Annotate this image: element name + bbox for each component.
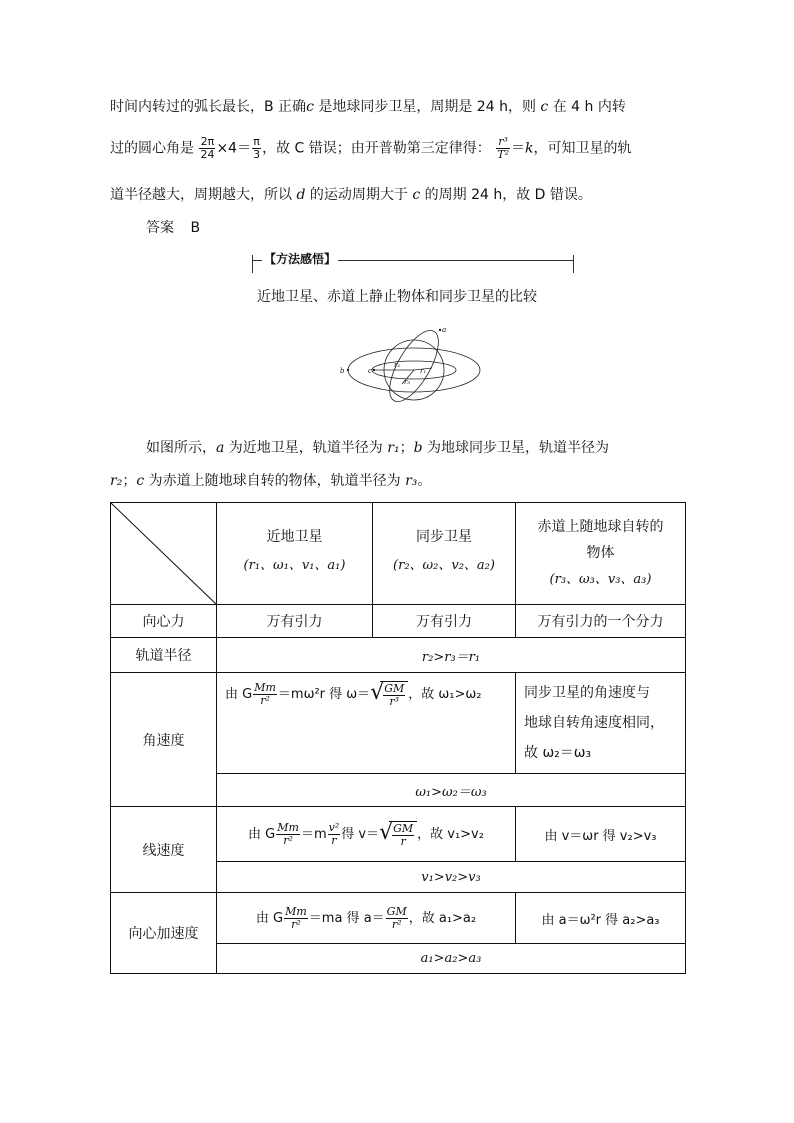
diagonal-line [111,503,217,605]
method-tag: 【方法感悟】 [264,252,337,266]
orbit-a-ellipse [380,323,448,408]
row-label-acceleration: 向心加速度 [111,893,217,974]
paragraph-line-1: 时间内转过的弧长最长，B 正确c 是地球同步卫星，周期是 24 h，则 c 在 4 h 内转 [110,99,626,115]
table-row-force: 向心力 万有引力 万有引力 万有引力的一个分力 [111,605,686,638]
table-row-velocity-summary: v₁>v₂>v₃ [111,862,686,893]
label-c: c [368,367,372,375]
paragraph2-line-2: r₂；c 为赤道上随地球自转的物体，轨道半径为 r₃。 [110,473,432,489]
diagonal-corner-cell [111,503,217,605]
row-label-radius: 轨道半径 [111,638,217,673]
velocity-derivation: 由 G $\frac{Mm}{\text{r²}}$ ＝m $\frac{\text{v²}}{r}$ 得 v＝ √ $\frac{GM}{r}$ ，故 v₁>v₂ [217,807,516,862]
fraction-pi-3: $\frac{\pi}{3}$ [253,135,261,161]
comparison-table [110,502,686,974]
velocity-note: 由 v＝ωr 得 v₂>v₃ [516,807,686,862]
table-row-acceleration-summary: a₁>a₂>a₃ [111,944,686,974]
col-header-equator-object: 赤道上随地球自转的 物体 (r₃、ω₃、v₃、a₃) [516,503,686,605]
paragraph-line-3: 道半径越大，周期越大，所以 d 的运动周期大于 c 的周期 24 h，故 D 错误。 [110,187,592,203]
paragraph2-line-1: 如图所示，a 为近地卫星，轨道半径为 r₁；b 为地球同步卫星，轨道半径为 [146,440,609,456]
object-c-dot [373,369,375,371]
col-header-sync: 同步卫星 (r₂、ω₂、v₂、a₂) [373,503,516,605]
table-row-omega [111,673,686,774]
method-box [252,252,574,275]
col-header-near-earth: 近地卫星 (r₁、ω₁、v₁、a₁) [217,503,373,605]
row-label-force: 向心力 [111,605,217,638]
table-row-radius: 轨道半径 r₂>r₃＝r₁ [111,638,686,673]
label-a: a [442,326,447,334]
table-header-row [111,503,686,605]
label-r2: r₂ [394,361,401,369]
omega-derivation: 由 G $\frac{Mm}{\text{r²}}$ ＝mω²r 得 ω＝ √ $\frac{GM}{\text{r³}}$ ，故 ω₁>ω₂ [217,673,516,774]
omega-sync-note: 同步卫星的角速度与 地球自转角速度相同， 故 ω₂＝ω₃ [516,673,686,774]
table-row-omega-summary: ω₁>ω₂＝ω₃ [111,774,686,807]
table-row-velocity [111,807,686,862]
row-label-omega: 角速度 [111,673,217,807]
acceleration-note: 由 a＝ω²r 得 a₂>a₃ [516,893,686,944]
label-b: b [340,367,345,375]
paragraph-line-2: 过的圆心角是 $\frac{2\pi}{24}$ ×4＝ $\frac{\pi}{3}$ ，故 C 错误；由开普勒第三定律得： $\frac{\text{r³}}{\text{T²}}$ ＝k，可知卫星的轨 [110,135,632,161]
answer-line [146,218,200,238]
method-heading: 近地卫星、赤道上静止物体和同步卫星的比较 [257,289,537,305]
answer-label: 答案 [146,220,174,236]
satellite-b-dot [347,369,349,371]
fraction-kepler: $\frac{\text{r³}}{\text{T²}}$ [497,135,509,161]
label-r3: r₃ [404,378,411,386]
label-r1: r₁ [420,367,427,375]
answer-value: B [190,220,201,236]
fraction-2pi-24: $\frac{2\pi}{24}$ [200,135,215,161]
orbit-figure [340,322,488,410]
acceleration-derivation: 由 G $\frac{Mm}{\text{r²}}$ ＝ma 得 a＝ $\frac{GM}{\text{r²}}$ ，故 a₁>a₂ [217,893,516,944]
table-row-acceleration [111,893,686,944]
satellite-a-dot [439,329,441,331]
row-label-velocity: 线速度 [111,807,217,893]
